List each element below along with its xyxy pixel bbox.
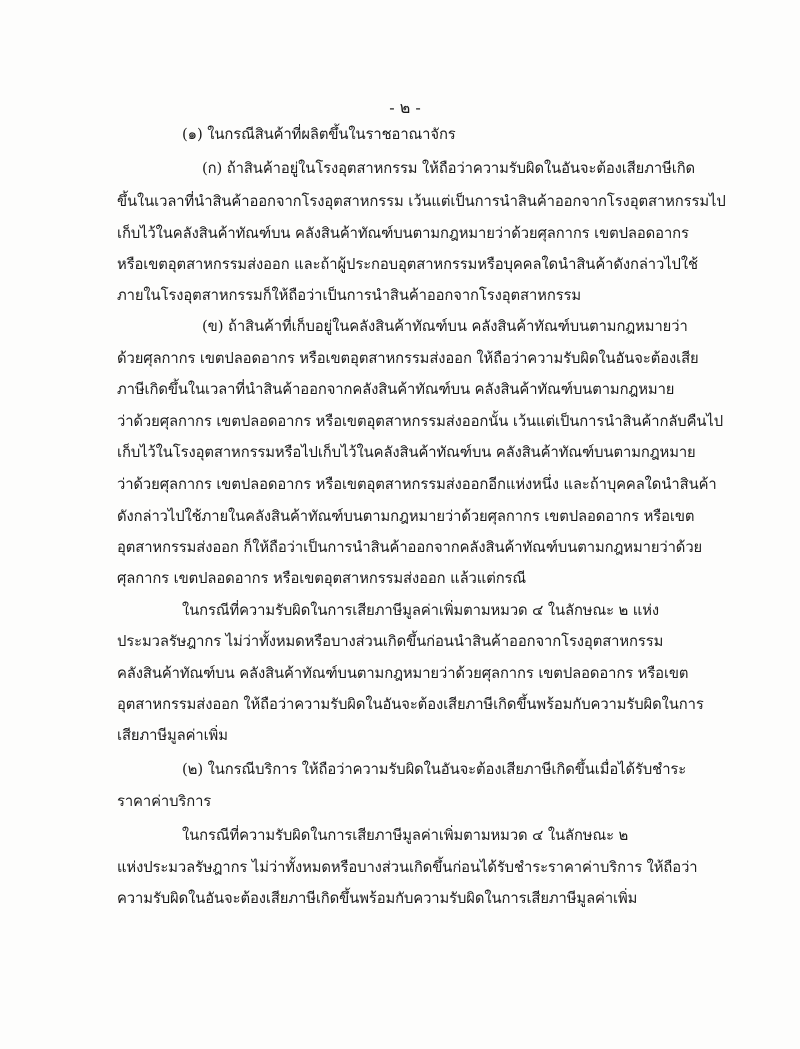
text-line: ภายในโรงอุตสาหกรรมก็ให้ถือว่าเป็นการนำสินค้าออกจากโรงอุตสาหกรรม: [117, 287, 582, 304]
text-line: ว่าด้วยศุลกากร เขตปลอดอากร หรือเขตอุตสาหกรรมส่งออกอีกแห่งหนึ่ง และถ้าบุคคลใดนำสินค้า: [117, 476, 717, 493]
text-line: อุตสาหกรรมส่งออก ก็ให้ถือว่าเป็นการนำสินค้าออกจากคลังสินค้าทัณฑ์บนตามกฎหมายว่าด้วย: [117, 539, 703, 556]
text-line: (๑) ในกรณีสินค้าที่ผลิตขึ้นในราชอาณาจักร: [182, 126, 456, 143]
text-line: แห่งประมวลรัษฎากร ไม่ว่าทั้งหมดหรือบางส่วนเกิดขึ้นก่อนได้รับชำระราคาค่าบริการ ให้ถือว่า: [117, 859, 698, 876]
text-line: ภาษีเกิดขึ้นในเวลาที่นำสินค้าออกจากคลังสินค้าทัณฑ์บน คลังสินค้าทัณฑ์บนตามกฎหมาย: [117, 381, 675, 398]
text-line: ประมวลรัษฎากร ไม่ว่าทั้งหมดหรือบางส่วนเกิดขึ้นก่อนนำสินค้าออกจากโรงอุตสาหกรรม: [117, 633, 664, 650]
text-line: ดังกล่าวไปใช้ภายในคลังสินค้าทัณฑ์บนตามกฎหมายว่าด้วยศุลกากร เขตปลอดอากร หรือเขต: [117, 508, 695, 525]
text-line: คลังสินค้าทัณฑ์บน คลังสินค้าทัณฑ์บนตามกฎหมายว่าด้วยศุลกากร เขตปลอดอากร หรือเขต: [117, 665, 689, 682]
text-line: หรือเขตอุตสาหกรรมส่งออก และถ้าผู้ประกอบอุตสาหกรรมหรือบุคคลใดนำสินค้าดังกล่าวไปใช้: [117, 256, 698, 273]
text-line: (ข) ถ้าสินค้าที่เก็บอยู่ในคลังสินค้าทัณฑ์บน คลังสินค้าทัณฑ์บนตามกฎหมายว่า: [202, 318, 688, 335]
text-line: ราคาค่าบริการ: [117, 793, 212, 810]
text-line: อุตสาหกรรมส่งออก ให้ถือว่าความรับผิดในอันจะต้องเสียภาษีเกิดขึ้นพร้อมกับความรับผิดในการ: [117, 696, 704, 713]
text-line: เสียภาษีมูลค่าเพิ่ม: [117, 727, 228, 744]
text-line: ด้วยศุลกากร เขตปลอดอากร หรือเขตอุตสาหกรรมส่งออก ให้ถือว่าความรับผิดในอันจะต้องเสีย: [117, 350, 699, 367]
text-line: เก็บไว้ในโรงอุตสาหกรรมหรือไปเก็บไว้ในคลังสินค้าทัณฑ์บน คลังสินค้าทัณฑ์บนตามกฎหมาย: [117, 444, 696, 461]
text-line: (ก) ถ้าสินค้าอยู่ในโรงอุตสาหกรรม ให้ถือว่าความรับผิดในอันจะต้องเสียภาษีเกิด: [202, 160, 696, 177]
text-line: (๒) ในกรณีบริการ ให้ถือว่าความรับผิดในอันจะต้องเสียภาษีเกิดขึ้นเมื่อได้รับชำระ: [182, 761, 687, 778]
text-line: ว่าด้วยศุลกากร เขตปลอดอากร หรือเขตอุตสาหกรรมส่งออกนั้น เว้นแต่เป็นการนำสินค้ากลับคืนไป: [117, 413, 724, 430]
page-number: - ๒ -: [389, 98, 421, 117]
text-line: ในกรณีที่ความรับผิดในการเสียภาษีมูลค่าเพิ่มตามหมวด ๔ ในลักษณะ ๒: [182, 827, 629, 844]
text-line: ศุลกากร เขตปลอดอากร หรือเขตอุตสาหกรรมส่งออก แล้วแต่กรณี: [117, 570, 527, 587]
text-line: ในกรณีที่ความรับผิดในการเสียภาษีมูลค่าเพิ่มตามหมวด ๔ ในลักษณะ ๒ แห่ง: [182, 602, 660, 619]
text-line: ขึ้นในเวลาที่นำสินค้าออกจากโรงอุตสาหกรรม เว้นแต่เป็นการนำสินค้าออกจากโรงอุตสาหกรรมไป: [117, 193, 726, 210]
text-line: เก็บไว้ในคลังสินค้าทัณฑ์บน คลังสินค้าทัณฑ์บนตามกฎหมายว่าด้วยศุลกากร เขตปลอดอากร: [117, 225, 689, 242]
text-line: ความรับผิดในอันจะต้องเสียภาษีเกิดขึ้นพร้อมกับความรับผิดในการเสียภาษีมูลค่าเพิ่ม: [117, 890, 638, 907]
